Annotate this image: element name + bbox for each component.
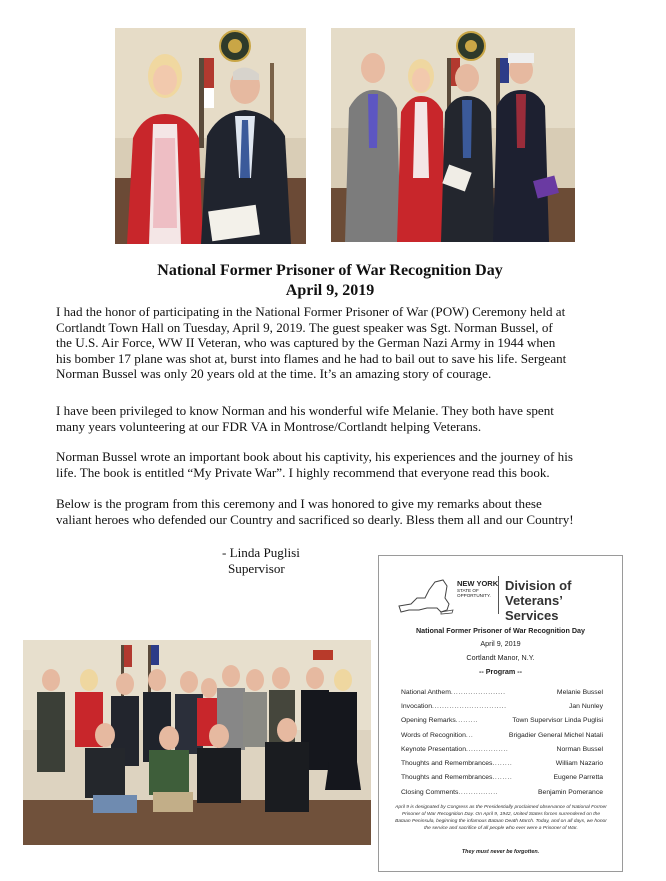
ny-tagline-2: OPPORTUNITY. — [457, 593, 491, 598]
program-event: National Anthem — [401, 688, 451, 696]
text-line: I had the honor of participating in the National Former Prisoner of War (POW) Ceremony held at — [56, 304, 566, 319]
text-line: the U.S. Air Force, WW II Veteran, who was captured by the German Nazi Army in 1944 when — [56, 335, 556, 350]
program-event: Closing Comments — [401, 788, 459, 796]
program-person: Brigadier General Michel Natali — [508, 731, 603, 739]
leader-dots: .............................. — [431, 702, 507, 710]
program-closing: They must never be forgotten. — [461, 849, 540, 855]
program-person: William Nazario — [555, 760, 603, 768]
leader-dots: ........ — [492, 774, 513, 782]
program-event: Thoughts and Remembrances — [401, 774, 493, 782]
page-subtitle-date: April 9, 2019 — [285, 282, 375, 299]
signature-title: Supervisor — [228, 561, 285, 576]
text-line: Cortlandt Town Hall on Tuesday, April 9, 2019. The guest speaker was Sgt. Norman Bussel, of — [56, 319, 553, 335]
text-line: I have been privileged to know Norman and his wonderful wife Melanie. They both have spent — [56, 403, 554, 418]
text-line: valiant heroes who defended our Country and sacrificed so dearly. Bless them all and our Country! — [56, 511, 574, 527]
program-item — [401, 756, 603, 770]
agency-line-1: Division of — [505, 578, 572, 593]
ny-tagline-1: STATE OF — [457, 588, 479, 593]
program-event: Keynote Presentation — [401, 745, 466, 753]
program-person: Benjamin Pomerance — [538, 788, 603, 796]
text-line: his bomber 17 plane was shot at, burst into flames and he had to bail out to save his life. Sergeant — [56, 350, 567, 366]
leader-dots: ........ — [492, 760, 513, 768]
program-person: Eugene Parretta — [553, 774, 603, 782]
program-item — [401, 714, 603, 728]
leader-dots: ...................... — [450, 688, 506, 696]
program-event: Thoughts and Remembrances — [401, 760, 493, 768]
program-event: Words of Recognition — [401, 731, 466, 739]
text-line: life. The book is entitled “My Private War”. I highly recommend that everyone read this book. — [56, 464, 550, 480]
paragraph-book — [56, 449, 616, 480]
program-item — [401, 785, 603, 799]
photo-four-people — [331, 28, 575, 242]
program-person: Norman Bussel — [556, 745, 603, 753]
program-person: Town Supervisor Linda Puglisi — [512, 717, 603, 725]
ny-name: NEW YORK — [457, 579, 499, 588]
leader-dots: ................ — [458, 788, 499, 796]
new-york-state-map-icon — [397, 576, 455, 616]
page-title: National Former Prisoner of War Recognition Day — [157, 262, 503, 279]
paragraph-ceremony — [56, 304, 616, 382]
program-card — [378, 555, 623, 872]
program-event: Opening Remarks — [401, 717, 456, 725]
photo-linda-and-norman — [115, 28, 306, 244]
program-item — [401, 685, 603, 699]
program-item — [401, 699, 603, 713]
leader-dots: ... — [465, 731, 474, 739]
ny-state-logo-text — [457, 580, 498, 598]
program-list — [401, 685, 603, 799]
text-line: Norman Bussel wrote an important book about his captivity, his experiences and the journey of his — [56, 449, 573, 464]
leader-dots: ......... — [455, 717, 479, 725]
photo-group-veterans — [23, 640, 371, 845]
program-event: Invocation — [401, 702, 432, 710]
agency-name — [505, 578, 612, 623]
program-note: April 9 is designated by Congress as the Presidentially proclaimed observance of National Former Prisoner of War Recognition Day. On April 9, 1942, United States forces surrendered on the Bataan Peninsula, beginning the infamous Bataan Death March. Today, and on all days, we honor the service and sacrifice of all people who ever were a Prisoner of War. — [395, 805, 607, 831]
paragraph-melanie — [56, 403, 616, 434]
program-date: April 9, 2019 — [480, 639, 521, 648]
program-item — [401, 728, 603, 742]
program-person: Melanie Bussel — [556, 688, 603, 696]
text-line: many years volunteering at our FDR VA in Montrose/Cortlandt helping Veterans. — [56, 418, 482, 434]
program-item — [401, 742, 603, 756]
signature-name: - Linda Puglisi — [222, 545, 300, 560]
paragraph-program — [56, 496, 616, 527]
text-line: Norman Bussel was only 20 years old at the time. It’s an amazing story of courage. — [56, 366, 492, 381]
program-header — [397, 574, 612, 623]
agency-line-2: Veterans’ Services — [505, 593, 563, 623]
text-line: Below is the program from this ceremony and I was honored to give my remarks about these — [56, 496, 542, 511]
leader-dots: ................. — [466, 745, 509, 753]
program-heading: -- Program -- — [478, 667, 523, 676]
program-title: National Former Prisoner of War Recognition Day — [415, 626, 586, 635]
logo-divider — [498, 576, 499, 614]
program-location: Cortlandt Manor, N.Y. — [466, 653, 535, 662]
signature-block — [222, 545, 300, 577]
program-person: Jan Nunley — [568, 702, 603, 710]
program-item — [401, 771, 603, 785]
